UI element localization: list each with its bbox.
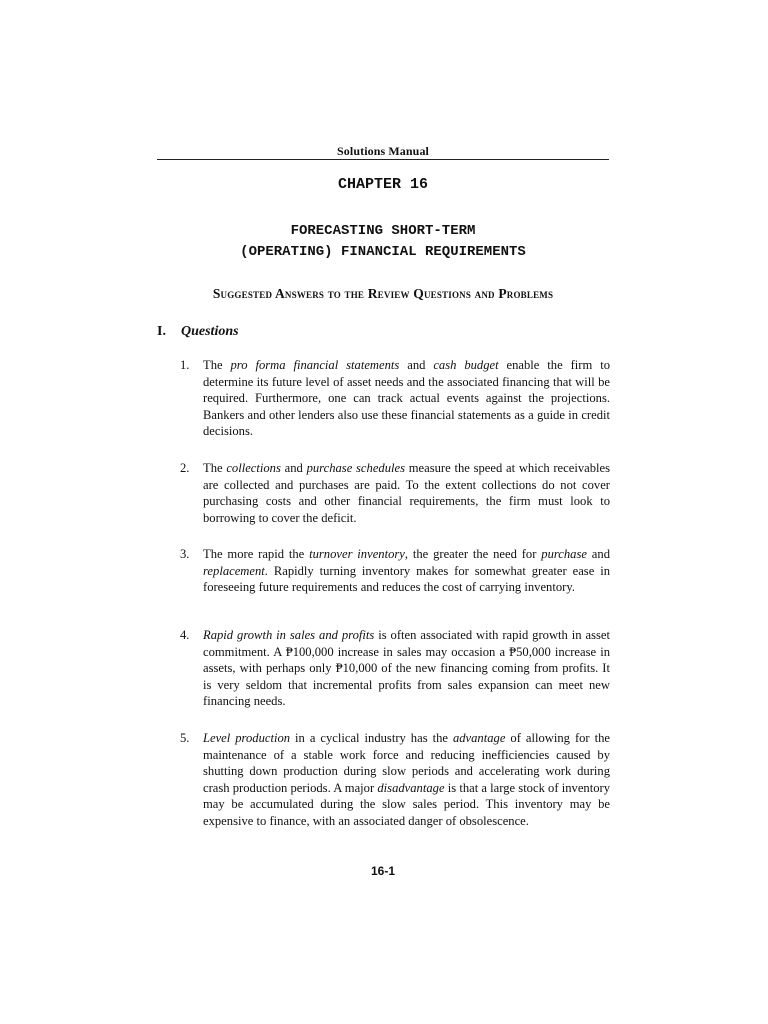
question-number: 2. (180, 461, 190, 475)
question-item (180, 357, 610, 440)
running-header: Solutions Manual (337, 144, 429, 158)
emphasis: cash budget (433, 358, 499, 372)
header-rule (157, 159, 609, 160)
question-item (180, 460, 610, 526)
emphasis: advantage (452, 731, 506, 745)
question-text: The collections and purchase schedules measure the speed at which receivables are collected and purchases are paid. To the extent collections do not cover purchasing costs and other financial requirements, the firm must look to borrowing to cover the deficit. (203, 461, 610, 525)
question-text: Level production in a cyclical industry has the advantage of allowing for the maintenance of a stable work force and reducing inefficiencies caused by shutting down production during slow periods and accelerating work during crash production periods. A major disadvantage is that a large stock of inventory may be accumulated during the slow sales period. This inventory may be expensive to finance, with an associated danger of obsolescence. (203, 731, 610, 828)
section-number: I. (157, 324, 166, 339)
emphasis: purchase schedules (306, 461, 405, 475)
emphasis: purchase (541, 547, 587, 561)
question-text: The pro forma financial statements and cash budget enable the firm to determine its future level of asset needs and the associated financing that will be required. Furthermore, one can track actual events against the projections. Bankers and other lenders also use these financial statements as a guide in credit decisions. (203, 358, 610, 439)
section-label: Questions (181, 324, 239, 339)
question-text: Rapid growth in sales and profits is often associated with rapid growth in asset commitment. A ₱100,000 increase in sales may occasion a ₱50,000 increase in assets, with perhaps only ₱10,000 of the new financing coming from profits. It is very seldom that incremental profits from sales expansion can meet new financing needs. (203, 628, 610, 709)
chapter-title-line-1: FORECASTING SHORT-TERM (290, 223, 476, 239)
chapter-subtitle: Suggested Answers to the Review Questions and Problems (212, 286, 554, 301)
chapter-label: CHAPTER 16 (337, 176, 428, 193)
question-item (180, 546, 610, 596)
emphasis: replacement (203, 563, 265, 578)
emphasis: pro forma financial statements (230, 358, 400, 372)
question-number: 4. (180, 628, 190, 642)
question-number: 5. (180, 731, 190, 745)
question-item (180, 627, 610, 710)
emphasis: Level production (203, 731, 291, 745)
emphasis: Rapid growth in sales and profits (203, 628, 375, 642)
question-text: The more rapid the turnover inventory, the greater the need for purchase and replacement. Rapidly turning inventory makes for somewhat greater ease in foreseeing future requirements and reduces the cost of carrying inventory. (203, 547, 610, 595)
question-item (180, 730, 610, 830)
emphasis: disadvantage (377, 780, 445, 795)
emphasis: turnover inventory (309, 547, 405, 561)
question-number: 3. (180, 547, 190, 561)
section-heading (157, 324, 239, 340)
chapter-title (157, 221, 609, 263)
page-number: 16-1 (370, 864, 396, 878)
chapter-title-line-2: (OPERATING) FINANCIAL REQUIREMENTS (240, 244, 526, 260)
question-number: 1. (180, 358, 190, 372)
emphasis: collections (226, 461, 281, 475)
